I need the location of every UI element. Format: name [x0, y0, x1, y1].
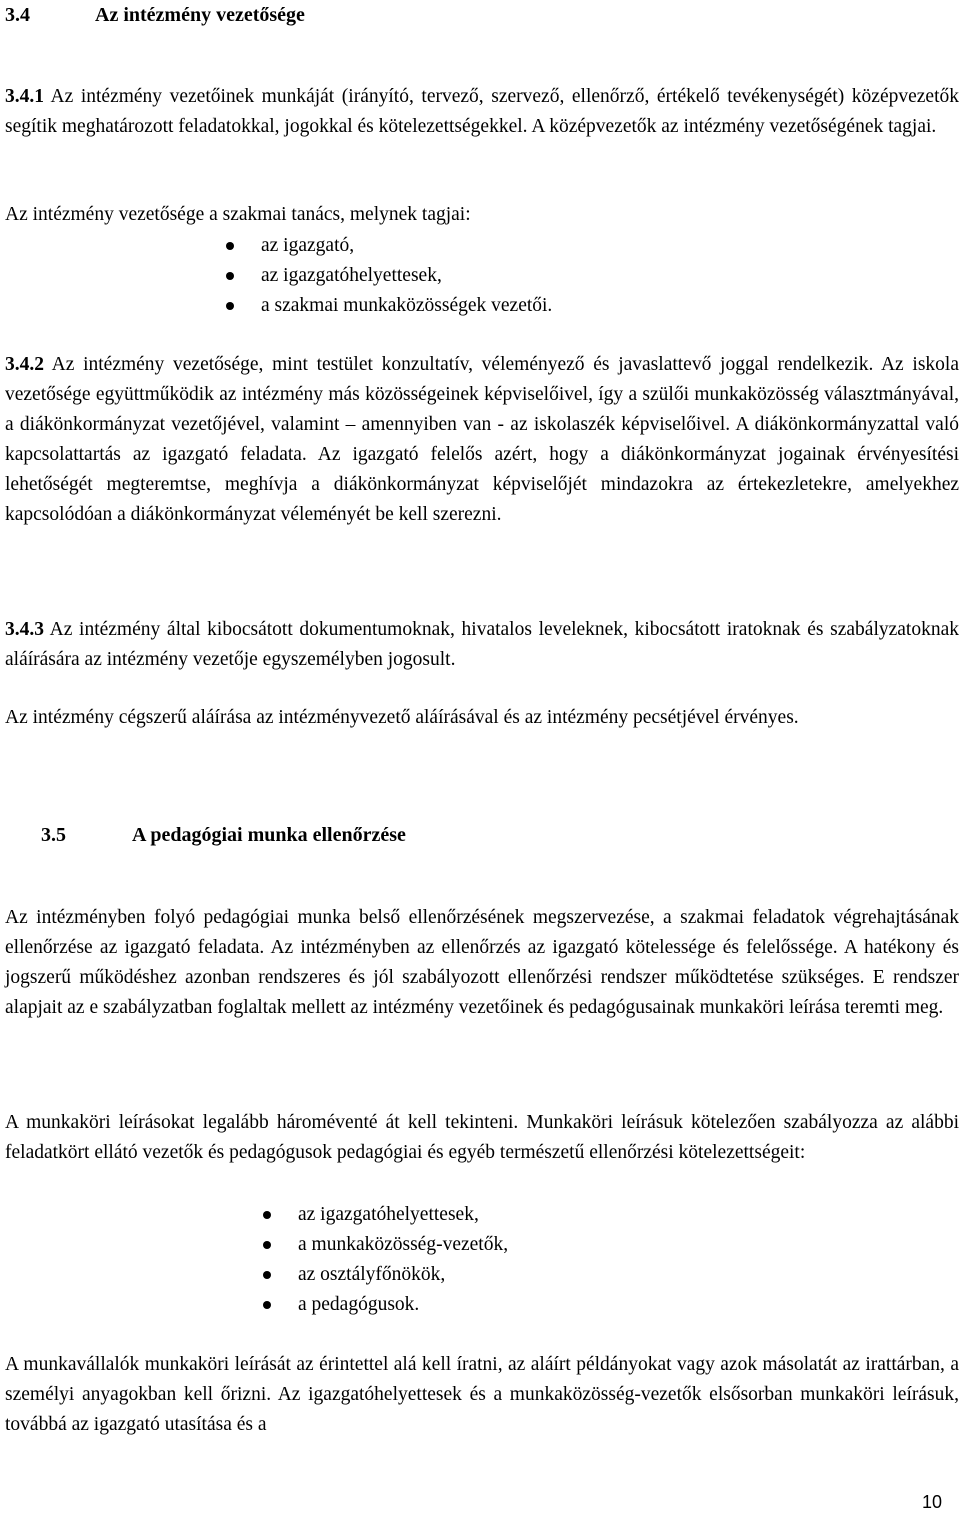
bullet-icon: [263, 1211, 271, 1219]
paragraph-text: A munkaköri leírásokat legalább hároméventé át kell tekinteni. Munkaköri leírásuk kötelezően szabályozza az alábbi feladatkört ellátó vezetők és pedagógusok pedagógiai és egyéb természetű ellenőrzési kötelezettségeit:: [5, 1112, 959, 1163]
list-item: [5, 1290, 959, 1320]
paragraph-signing: [5, 1350, 959, 1440]
paragraph-leadership-members: [5, 200, 959, 230]
list-item-text: az igazgató,: [261, 235, 355, 256]
list-item-text: az igazgatóhelyettesek,: [261, 265, 442, 286]
bullet-icon: [263, 1271, 271, 1279]
bullet-icon: [226, 302, 234, 310]
bullet-icon: [226, 272, 234, 280]
clause-number: 3.4.2: [5, 354, 44, 375]
paragraph-text: Az intézmény által kibocsátott dokumentumoknak, hivatalos leveleknek, kibocsátott iratoknak és szabályzatoknak aláírására az intézmény vezetője egyszemélyben jogosult.: [5, 619, 959, 670]
bullet-icon: [226, 242, 234, 250]
clause-number: 3.4.1: [5, 86, 44, 107]
list-item: [5, 1230, 959, 1260]
paragraph-text: A munkavállalók munkaköri leírását az érintettel alá kell íratni, az aláírt példányokat vagy azok másolatát az irattárban, a személyi anyagokban kell őrizni. Az igazgatóhelyettesek és a munkaközösség-vezetők elsősorban munkaköri leírásuk, továbbá az igazgató utasítása és a: [5, 1354, 959, 1435]
paragraph-job-descriptions: [5, 1108, 959, 1168]
page-number: 10: [921, 1492, 942, 1512]
list-item: [5, 231, 959, 261]
paragraph-text: Az intézmény vezetősége, mint testület konzultatív, véleményező és javaslattevő joggal rendelkezik. Az iskola vezetősége együttműködik az intézmény más közösségeinek képviselőivel, így a szülői munkaközösség választmányával, a diákönkormányzat vezetőjével, valamint – amennyiben van - az iskolaszék képviselőivel. A diákönkormányzattal való kapcsolattartás az igazgató feladata. Az igazgató felelős azért, hogy a diákönkormányzat jogainak érvényesítési lehetőségét megteremtse, meghívja a diákönkormányzat képviselőjét mindazokra az értekezletekre, amelyekhez kapcsolódóan a diákönkormányzat véleményét be kell szerezni.: [5, 354, 959, 525]
paragraph-3-4-1: [5, 82, 959, 142]
list-item: [5, 291, 959, 321]
section-title: Az intézmény vezetősége: [95, 4, 305, 26]
section-heading-3-4: [5, 0, 305, 30]
paragraph-text: Az intézmény vezetőinek munkáját (irányító, tervező, szervező, ellenőrző, értékelő tevékenységét) középvezetők segítik meghatározott feladatokkal, jogokkal és kötelezettségekkel. A középvezetők az intézmény vezetőségének tagjai.: [5, 86, 959, 137]
responsible-roles-list: [5, 1200, 959, 1320]
list-item-text: az igazgatóhelyettesek,: [298, 1204, 479, 1225]
list-item: [5, 1200, 959, 1230]
list-item: [5, 261, 959, 291]
bullet-icon: [263, 1301, 271, 1309]
paragraph-inspection-intro: [5, 903, 959, 1023]
list-item-text: a szakmai munkaközösségek vezetői.: [261, 295, 553, 316]
list-item-text: a munkaközösség-vezetők,: [298, 1234, 509, 1255]
section-number: 3.4: [5, 4, 30, 26]
clause-number: 3.4.3: [5, 619, 44, 640]
paragraph-text: Az intézmény vezetősége a szakmai tanács, melynek tagjai:: [5, 204, 471, 225]
list-item-text: a pedagógusok.: [298, 1294, 420, 1315]
paragraph-text: Az intézményben folyó pedagógiai munka belső ellenőrzésének megszervezése, a szakmai feladatok végrehajtásának ellenőrzése az igazgató feladata. Az intézményben az ellenőrzés az igazgató kötelessége és felelőssége. A hatékony és jogszerű működéshez azonban rendszeres és jól szabályozott ellenőrzési rendszer működtetése szükséges. E rendszer alapjait az e szabályzatban foglaltak mellett az intézmény vezetőinek és pedagógusainak munkaköri leírása teremti meg.: [5, 907, 959, 1018]
paragraph-3-4-3: [5, 615, 959, 675]
paragraph-3-4-2: [5, 350, 959, 530]
section-title: A pedagógiai munka ellenőrzése: [132, 824, 406, 846]
section-number: 3.5: [41, 824, 66, 846]
list-item: [5, 1260, 959, 1290]
leadership-members-list: [5, 231, 959, 321]
bullet-icon: [263, 1241, 271, 1249]
section-heading-3-5: [5, 820, 406, 850]
paragraph-signature: [5, 703, 959, 733]
paragraph-text: Az intézmény cégszerű aláírása az intézményvezető aláírásával és az intézmény pecsétjével érvényes.: [5, 707, 799, 728]
list-item-text: az osztályfőnökök,: [298, 1264, 446, 1285]
